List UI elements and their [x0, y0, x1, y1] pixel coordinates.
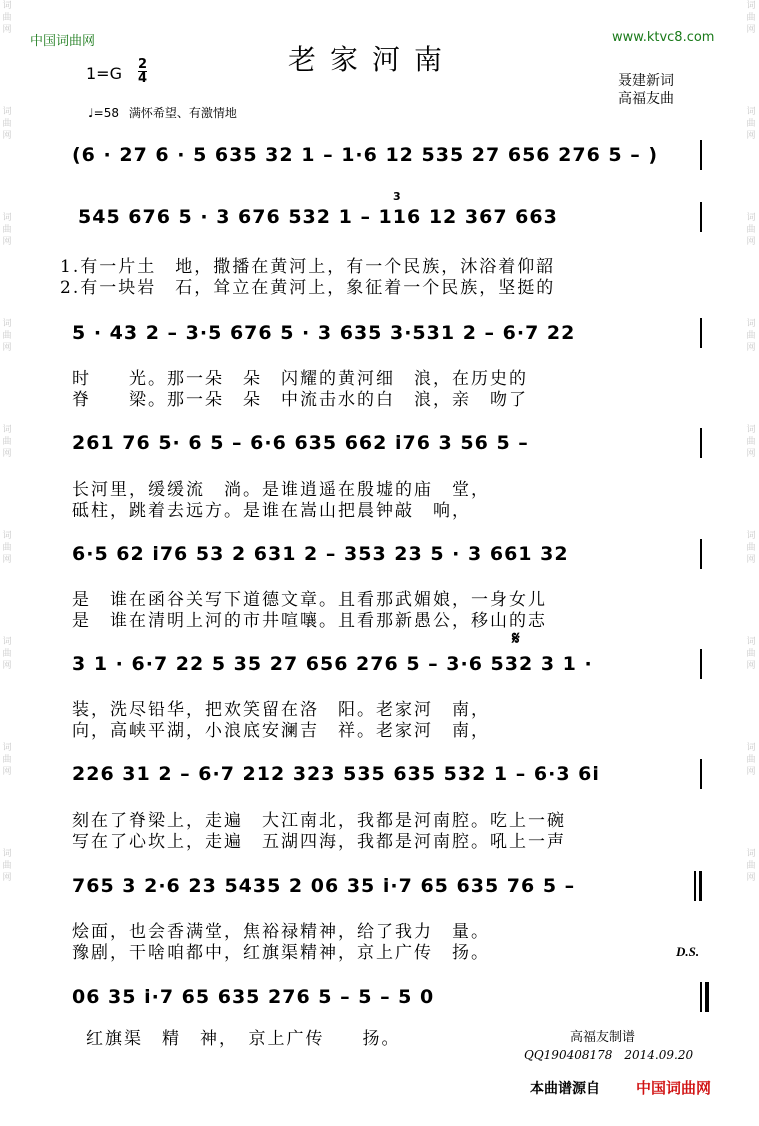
site-url-right: www.ktvc8.com: [612, 30, 715, 45]
dal-segno-mark: D.S.: [676, 944, 700, 959]
right-watermark: 词 曲 网 词 曲 网 词 曲 网 词 曲 网 词 曲 网 词 曲 网 词 曲 网 词 曲 网 词 曲 网: [746, 1, 756, 883]
notation-row-8: 765 3 2·6 23 5435 2 06 35 i·7 65 635 76 5 –: [72, 875, 576, 897]
qq-date: QQ190408178 2014.09.20: [524, 1048, 694, 1062]
lyric-row8-verse1: 烩面，也会香满堂，焦裕禄精神，给了我力 量。: [72, 922, 490, 942]
lyric-row4-verse1: 长河里，缓缓流 淌。是谁逍遥在殷墟的庙 堂，: [72, 480, 490, 500]
lyric-row8-verse2: 豫剧，干啥咱都中，红旗渠精神，京上广传 扬。: [72, 943, 490, 963]
time-signature: [138, 58, 147, 85]
notation-row-2: 545 676 5 · 3 676 532 1 – 116 12 367 663: [78, 206, 558, 228]
barline: [700, 649, 702, 679]
notation-row-3: 5 · 43 2 – 3·5 676 5 · 3 635 3·531 2 – 6·7 22: [72, 322, 576, 344]
lyric-row2-verse2: 2.有一块岩 石，耸立在黄河上，象征着一个民族，坚挺的: [60, 278, 556, 298]
lyric-row7-verse2: 写在了心坎上，走遍 五湖四海，我都是河南腔。吼上一声: [72, 832, 566, 852]
song-title: 老家河南: [288, 43, 457, 76]
left-watermark: 词 曲 网 词 曲 网 词 曲 网 词 曲 网 词 曲 网 词 曲 网 词 曲 网 词 曲 网 词 曲 网: [2, 1, 12, 883]
lyric-row3-verse2: 脊 梁。那一朵 朵 中流击水的白 浪，亲 吻了: [72, 390, 528, 410]
final-barline-thick: [705, 982, 709, 1012]
repeat-barline: [694, 871, 696, 901]
lyric-row2-verse1: 1.有一片土 地，撒播在黄河上，有一个民族，沐浴着仰韶: [60, 257, 556, 277]
lyric-row6-verse1: 装，洗尽铅华，把欢笑留在洛 阳。老家河 南，: [72, 700, 490, 720]
segno-sign: 𝄋: [512, 628, 520, 649]
repeat-barline-thick: [699, 871, 702, 901]
lyric-row5-verse2: 是 谁在清明上河的市井喧嚷。且看那新愚公，移山的志: [72, 611, 547, 631]
notation-row-6: 3 1 · 6·7 22 5 35 27 656 276 5 – 3·6 532 3 1 ·: [72, 653, 593, 675]
lyric-row9: 红旗渠 精 神， 京上广传 扬。: [86, 1029, 401, 1049]
lyricist: 聂建新词: [618, 73, 674, 89]
tempo-line: [88, 104, 237, 121]
source-site: 中国词曲网: [636, 1079, 712, 1097]
final-barline: [700, 982, 702, 1012]
barline: [700, 539, 702, 569]
notation-row-7: 226 31 2 – 6·7 212 323 535 635 532 1 – 6·3 6i: [72, 763, 600, 785]
barline: [700, 202, 702, 232]
barline: [700, 140, 702, 170]
lyric-row5-verse1: 是 谁在函谷关写下道德文章。且看那武媚娘，一身女儿: [72, 590, 547, 610]
lyric-row6-verse2: 向，高峡平湖，小浪底安澜吉 祥。老家河 南，: [72, 721, 490, 741]
lyric-row4-verse2: 砥柱，跳着去远方。是谁在嵩山把晨钟敲 响，: [72, 501, 471, 521]
notation-row-9: 06 35 i·7 65 635 276 5 – 5 – 5 0: [72, 986, 435, 1008]
meter-change-mark: 3: [393, 190, 401, 203]
arranger-credit: 高福友制谱: [570, 1030, 636, 1045]
expression-mark: 满怀希望、有激情地: [128, 106, 237, 120]
site-name-left: 中国词曲网: [30, 34, 96, 49]
lyric-row3-verse1: 时 光。那一朵 朵 闪耀的黄河细 浪，在历史的: [72, 369, 528, 389]
meter-top: 2: [138, 57, 148, 72]
barline: [700, 318, 702, 348]
notation-row-1: (6 · 27 6 · 5 635 32 1 – 1·6 12 535 27 656 276 5 – ): [72, 144, 659, 166]
tempo-mark: ♩=58: [88, 106, 119, 120]
credits: [618, 72, 674, 108]
lyric-row7-verse1: 刻在了脊梁上，走遍 大江南北，我都是河南腔。吃上一碗: [72, 811, 566, 831]
source-label: 本曲谱源自: [530, 1081, 600, 1097]
meter-bottom: 4: [138, 71, 148, 86]
notation-row-4: 261 76 5· 6 5 – 6·6 635 662 i76 3 56 5 –: [72, 432, 529, 454]
key-signature: 1=G: [86, 64, 122, 83]
composer: 高福友曲: [618, 91, 674, 107]
barline: [700, 759, 702, 789]
notation-row-5: 6·5 62 i76 53 2 631 2 – 353 23 5 · 3 661 32: [72, 543, 569, 565]
barline: [700, 428, 702, 458]
